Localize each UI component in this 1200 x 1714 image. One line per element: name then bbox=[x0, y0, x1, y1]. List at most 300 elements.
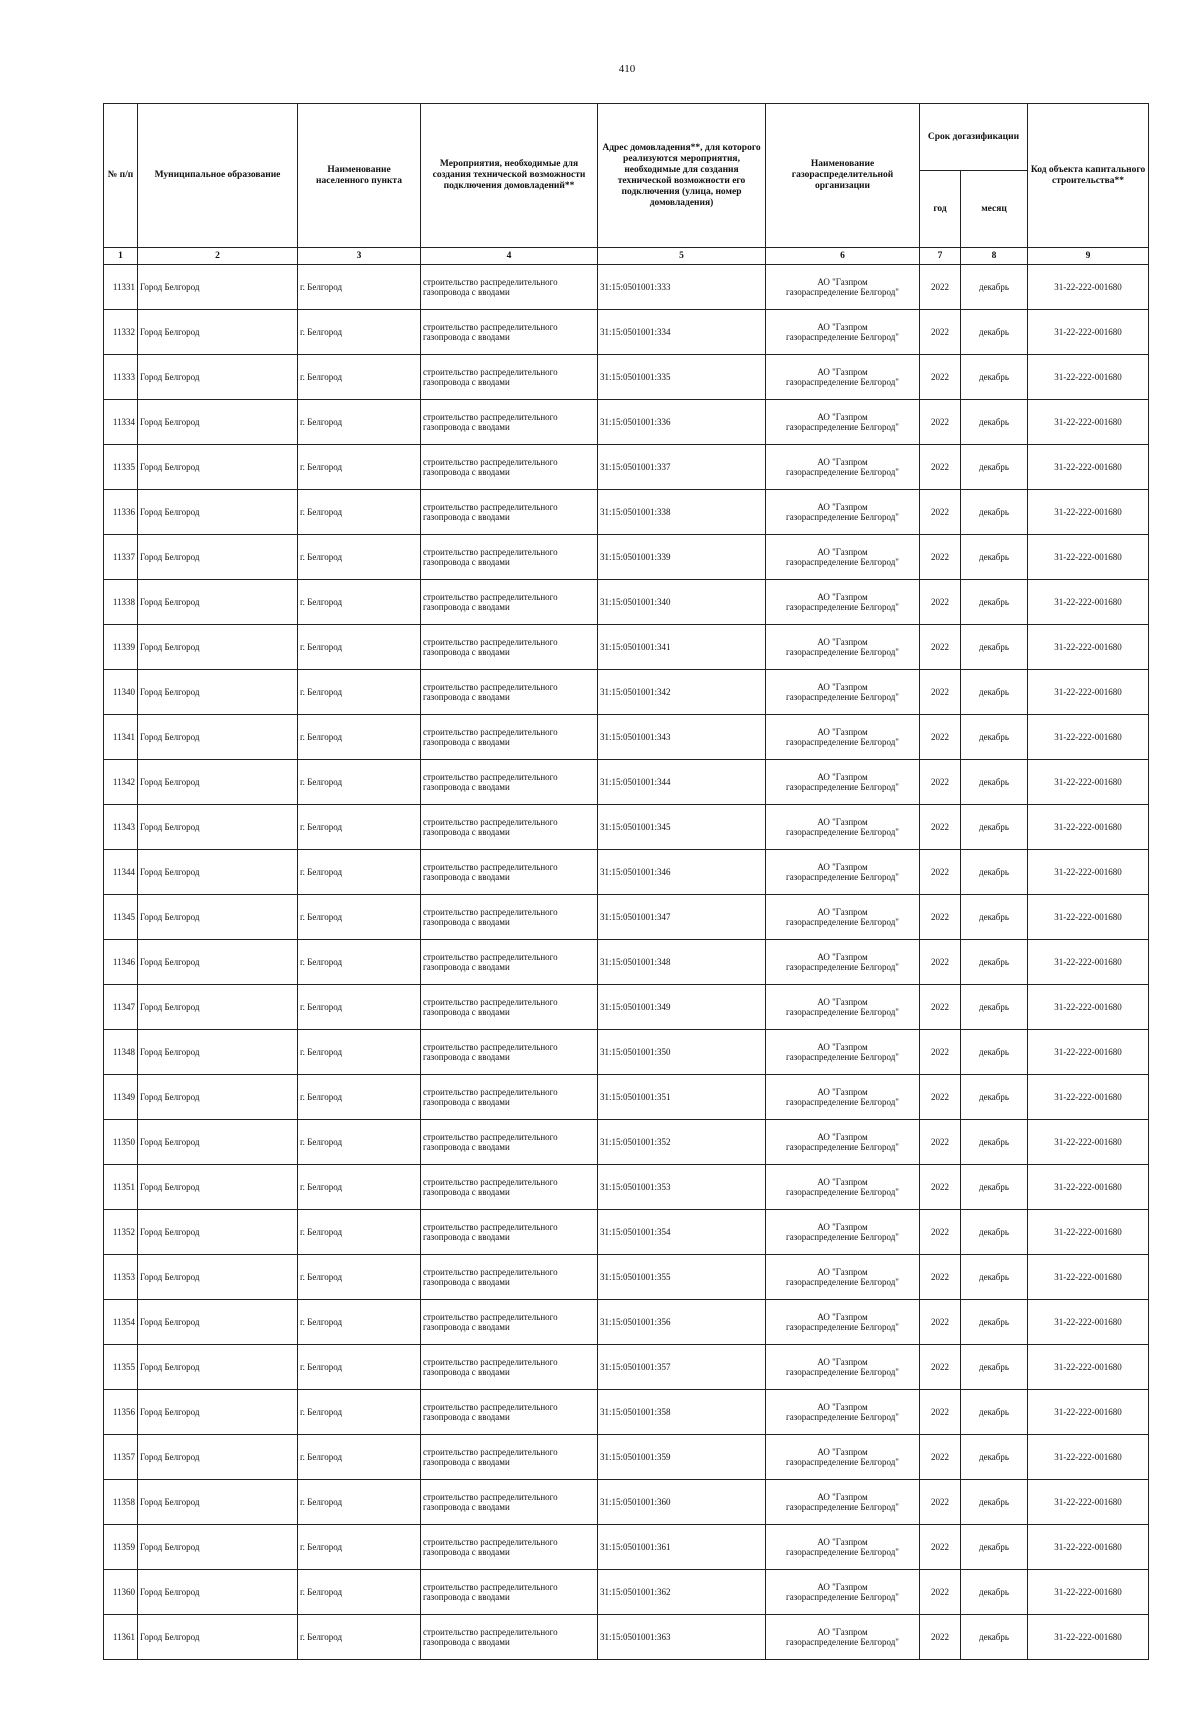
cell-year: 2022 bbox=[920, 1435, 961, 1480]
cell-municipality: Город Белгород bbox=[138, 400, 298, 445]
cell-measure: строительство распределительного газопровода с вводами bbox=[421, 580, 598, 625]
cell-month: декабрь bbox=[961, 850, 1028, 895]
cell-code: 31-22-222-001680 bbox=[1028, 1120, 1149, 1165]
cell-num: 11361 bbox=[104, 1615, 138, 1660]
org-line-2: газораспределение Белгород" bbox=[786, 1052, 899, 1062]
header-municipality: Муниципальное образование bbox=[138, 104, 298, 248]
org-line-1: АО "Газпром bbox=[817, 1311, 868, 1322]
cell-municipality: Город Белгород bbox=[138, 1255, 298, 1300]
cell-year: 2022 bbox=[920, 715, 961, 760]
cell-municipality: Город Белгород bbox=[138, 760, 298, 805]
table-row bbox=[104, 670, 1149, 715]
header-code: Код объекта капитального строительства** bbox=[1028, 104, 1149, 248]
cell-measure: строительство распределительного газопровода с вводами bbox=[421, 1390, 598, 1435]
cell-num: 11344 bbox=[104, 850, 138, 895]
cell-municipality: Город Белгород bbox=[138, 625, 298, 670]
cell-address: 31:15:0501001:354 bbox=[598, 1210, 766, 1255]
cell-settlement: г. Белгород bbox=[298, 1390, 421, 1435]
cell-month: декабрь bbox=[961, 985, 1028, 1030]
cell-settlement: г. Белгород bbox=[298, 850, 421, 895]
cell-num: 11347 bbox=[104, 985, 138, 1030]
cell-month: декабрь bbox=[961, 940, 1028, 985]
cell-org bbox=[766, 1615, 920, 1660]
table-row bbox=[104, 1345, 1149, 1390]
cell-num: 11355 bbox=[104, 1345, 138, 1390]
org-line-2: газораспределение Белгород" bbox=[786, 737, 899, 747]
cell-settlement: г. Белгород bbox=[298, 1525, 421, 1570]
cell-address: 31:15:0501001:336 bbox=[598, 400, 766, 445]
cell-settlement: г. Белгород bbox=[298, 940, 421, 985]
org-line-2: газораспределение Белгород" bbox=[786, 647, 899, 657]
cell-code: 31-22-222-001680 bbox=[1028, 535, 1149, 580]
cell-org bbox=[766, 580, 920, 625]
cell-month: декабрь bbox=[961, 1165, 1028, 1210]
cell-municipality: Город Белгород bbox=[138, 1030, 298, 1075]
cell-org bbox=[766, 400, 920, 445]
cell-num: 11337 bbox=[104, 535, 138, 580]
table-row bbox=[104, 1210, 1149, 1255]
cell-org bbox=[766, 355, 920, 400]
cell-settlement: г. Белгород bbox=[298, 625, 421, 670]
cell-settlement: г. Белгород bbox=[298, 895, 421, 940]
cell-org bbox=[766, 265, 920, 310]
cell-year: 2022 bbox=[920, 1570, 961, 1615]
org-line-2: газораспределение Белгород" bbox=[786, 1232, 899, 1242]
cell-settlement: г. Белгород bbox=[298, 760, 421, 805]
cell-month: декабрь bbox=[961, 1435, 1028, 1480]
cell-year: 2022 bbox=[920, 490, 961, 535]
org-line-2: газораспределение Белгород" bbox=[786, 332, 899, 342]
cell-month: декабрь bbox=[961, 1300, 1028, 1345]
cell-org bbox=[766, 715, 920, 760]
cell-num: 11343 bbox=[104, 805, 138, 850]
cell-measure: строительство распределительного газопровода с вводами bbox=[421, 940, 598, 985]
cell-month: декабрь bbox=[961, 310, 1028, 355]
cell-address: 31:15:0501001:359 bbox=[598, 1435, 766, 1480]
cell-year: 2022 bbox=[920, 310, 961, 355]
cell-num: 11359 bbox=[104, 1525, 138, 1570]
cell-measure: строительство распределительного газопровода с вводами bbox=[421, 1300, 598, 1345]
table-row bbox=[104, 580, 1149, 625]
cell-measure: строительство распределительного газопровода с вводами bbox=[421, 1210, 598, 1255]
cell-year: 2022 bbox=[920, 1525, 961, 1570]
cell-address: 31:15:0501001:340 bbox=[598, 580, 766, 625]
cell-settlement: г. Белгород bbox=[298, 535, 421, 580]
cell-month: декабрь bbox=[961, 1570, 1028, 1615]
cell-municipality: Город Белгород bbox=[138, 355, 298, 400]
org-line-1: АО "Газпром bbox=[817, 906, 868, 917]
org-line-1: АО "Газпром bbox=[817, 1221, 868, 1232]
cell-num: 11352 bbox=[104, 1210, 138, 1255]
table-row bbox=[104, 1075, 1149, 1120]
table-row bbox=[104, 400, 1149, 445]
cell-address: 31:15:0501001:333 bbox=[598, 265, 766, 310]
cell-num: 11338 bbox=[104, 580, 138, 625]
cell-org bbox=[766, 1030, 920, 1075]
table-row bbox=[104, 1480, 1149, 1525]
org-line-2: газораспределение Белгород" bbox=[786, 962, 899, 972]
cell-address: 31:15:0501001:360 bbox=[598, 1480, 766, 1525]
cell-code: 31-22-222-001680 bbox=[1028, 310, 1149, 355]
cell-org bbox=[766, 490, 920, 535]
cell-year: 2022 bbox=[920, 445, 961, 490]
cell-address: 31:15:0501001:357 bbox=[598, 1345, 766, 1390]
cell-month: декабрь bbox=[961, 400, 1028, 445]
cell-year: 2022 bbox=[920, 400, 961, 445]
cell-year: 2022 bbox=[920, 670, 961, 715]
table-row bbox=[104, 1120, 1149, 1165]
cell-measure: строительство распределительного газопровода с вводами bbox=[421, 1255, 598, 1300]
cell-municipality: Город Белгород bbox=[138, 805, 298, 850]
org-line-2: газораспределение Белгород" bbox=[786, 1367, 899, 1377]
cell-code: 31-22-222-001680 bbox=[1028, 1525, 1149, 1570]
table-row bbox=[104, 535, 1149, 580]
table-row bbox=[104, 1300, 1149, 1345]
table-row bbox=[104, 490, 1149, 535]
column-number: 4 bbox=[421, 248, 598, 265]
cell-num: 11351 bbox=[104, 1165, 138, 1210]
header-term: Срок догазификации bbox=[920, 104, 1028, 171]
cell-settlement: г. Белгород bbox=[298, 805, 421, 850]
org-line-1: АО "Газпром bbox=[817, 1401, 868, 1412]
cell-num: 11358 bbox=[104, 1480, 138, 1525]
cell-code: 31-22-222-001680 bbox=[1028, 850, 1149, 895]
cell-measure: строительство распределительного газопровода с вводами bbox=[421, 625, 598, 670]
org-line-1: АО "Газпром bbox=[817, 1626, 868, 1637]
cell-municipality: Город Белгород bbox=[138, 265, 298, 310]
cell-month: декабрь bbox=[961, 1255, 1028, 1300]
cell-code: 31-22-222-001680 bbox=[1028, 1165, 1149, 1210]
cell-org bbox=[766, 1390, 920, 1435]
cell-code: 31-22-222-001680 bbox=[1028, 1480, 1149, 1525]
org-line-1: АО "Газпром bbox=[817, 771, 868, 782]
table-header bbox=[104, 104, 1149, 265]
cell-month: декабрь bbox=[961, 265, 1028, 310]
cell-num: 11336 bbox=[104, 490, 138, 535]
cell-month: декабрь bbox=[961, 1120, 1028, 1165]
cell-code: 31-22-222-001680 bbox=[1028, 625, 1149, 670]
cell-org bbox=[766, 1165, 920, 1210]
org-line-2: газораспределение Белгород" bbox=[786, 827, 899, 837]
cell-measure: строительство распределительного газопровода с вводами bbox=[421, 1570, 598, 1615]
cell-settlement: г. Белгород bbox=[298, 1165, 421, 1210]
cell-municipality: Город Белгород bbox=[138, 1435, 298, 1480]
cell-measure: строительство распределительного газопровода с вводами bbox=[421, 1435, 598, 1480]
cell-settlement: г. Белгород bbox=[298, 400, 421, 445]
cell-measure: строительство распределительного газопровода с вводами bbox=[421, 850, 598, 895]
cell-settlement: г. Белгород bbox=[298, 490, 421, 535]
cell-num: 11354 bbox=[104, 1300, 138, 1345]
column-number: 6 bbox=[766, 248, 920, 265]
cell-year: 2022 bbox=[920, 760, 961, 805]
cell-org bbox=[766, 985, 920, 1030]
cell-municipality: Город Белгород bbox=[138, 1345, 298, 1390]
cell-year: 2022 bbox=[920, 1615, 961, 1660]
org-line-2: газораспределение Белгород" bbox=[786, 467, 899, 477]
cell-year: 2022 bbox=[920, 1255, 961, 1300]
cell-measure: строительство распределительного газопровода с вводами bbox=[421, 1075, 598, 1120]
cell-year: 2022 bbox=[920, 625, 961, 670]
cell-num: 11350 bbox=[104, 1120, 138, 1165]
cell-year: 2022 bbox=[920, 1120, 961, 1165]
cell-year: 2022 bbox=[920, 805, 961, 850]
cell-num: 11357 bbox=[104, 1435, 138, 1480]
cell-measure: строительство распределительного газопровода с вводами bbox=[421, 400, 598, 445]
org-line-1: АО "Газпром bbox=[817, 411, 868, 422]
table-row bbox=[104, 1570, 1149, 1615]
cell-settlement: г. Белгород bbox=[298, 1210, 421, 1255]
table-row bbox=[104, 1165, 1149, 1210]
cell-month: декабрь bbox=[961, 805, 1028, 850]
cell-code: 31-22-222-001680 bbox=[1028, 1255, 1149, 1300]
cell-org bbox=[766, 1345, 920, 1390]
cell-org bbox=[766, 1120, 920, 1165]
cell-settlement: г. Белгород bbox=[298, 985, 421, 1030]
column-number: 7 bbox=[920, 248, 961, 265]
org-line-1: АО "Газпром bbox=[817, 1446, 868, 1457]
table-row bbox=[104, 715, 1149, 760]
table-row bbox=[104, 850, 1149, 895]
cell-num: 11332 bbox=[104, 310, 138, 355]
cell-org bbox=[766, 310, 920, 355]
column-number: 5 bbox=[598, 248, 766, 265]
header-measures: Мероприятия, необходимые для создания технической возможности подключения домовладений** bbox=[421, 104, 598, 248]
cell-month: декабрь bbox=[961, 670, 1028, 715]
cell-address: 31:15:0501001:361 bbox=[598, 1525, 766, 1570]
table-row bbox=[104, 310, 1149, 355]
cell-municipality: Город Белгород bbox=[138, 1570, 298, 1615]
cell-municipality: Город Белгород bbox=[138, 850, 298, 895]
org-line-2: газораспределение Белгород" bbox=[786, 1592, 899, 1602]
cell-org bbox=[766, 670, 920, 715]
cell-num: 11360 bbox=[104, 1570, 138, 1615]
cell-address: 31:15:0501001:353 bbox=[598, 1165, 766, 1210]
cell-settlement: г. Белгород bbox=[298, 1255, 421, 1300]
cell-num: 11342 bbox=[104, 760, 138, 805]
cell-measure: строительство распределительного газопровода с вводами bbox=[421, 985, 598, 1030]
cell-month: декабрь bbox=[961, 625, 1028, 670]
cell-address: 31:15:0501001:334 bbox=[598, 310, 766, 355]
org-line-1: АО "Газпром bbox=[817, 321, 868, 332]
org-line-1: АО "Газпром bbox=[817, 1356, 868, 1367]
cell-code: 31-22-222-001680 bbox=[1028, 760, 1149, 805]
org-line-1: АО "Газпром bbox=[817, 951, 868, 962]
cell-address: 31:15:0501001:362 bbox=[598, 1570, 766, 1615]
cell-code: 31-22-222-001680 bbox=[1028, 1075, 1149, 1120]
cell-municipality: Город Белгород bbox=[138, 1300, 298, 1345]
cell-municipality: Город Белгород bbox=[138, 1525, 298, 1570]
cell-address: 31:15:0501001:356 bbox=[598, 1300, 766, 1345]
cell-settlement: г. Белгород bbox=[298, 310, 421, 355]
cell-org bbox=[766, 1480, 920, 1525]
org-line-2: газораспределение Белгород" bbox=[786, 512, 899, 522]
cell-year: 2022 bbox=[920, 1165, 961, 1210]
cell-code: 31-22-222-001680 bbox=[1028, 940, 1149, 985]
table-row bbox=[104, 1030, 1149, 1075]
cell-municipality: Город Белгород bbox=[138, 1120, 298, 1165]
cell-month: декабрь bbox=[961, 760, 1028, 805]
cell-municipality: Город Белгород bbox=[138, 1615, 298, 1660]
cell-code: 31-22-222-001680 bbox=[1028, 490, 1149, 535]
org-line-2: газораспределение Белгород" bbox=[786, 1322, 899, 1332]
cell-measure: строительство распределительного газопровода с вводами bbox=[421, 1480, 598, 1525]
cell-settlement: г. Белгород bbox=[298, 670, 421, 715]
org-line-1: АО "Газпром bbox=[817, 1536, 868, 1547]
org-line-1: АО "Газпром bbox=[817, 591, 868, 602]
cell-year: 2022 bbox=[920, 1075, 961, 1120]
cell-measure: строительство распределительного газопровода с вводами bbox=[421, 895, 598, 940]
org-line-1: АО "Газпром bbox=[817, 1491, 868, 1502]
cell-org bbox=[766, 1435, 920, 1480]
cell-year: 2022 bbox=[920, 1300, 961, 1345]
cell-measure: строительство распределительного газопровода с вводами bbox=[421, 1120, 598, 1165]
cell-org bbox=[766, 940, 920, 985]
cell-num: 11340 bbox=[104, 670, 138, 715]
cell-measure: строительство распределительного газопровода с вводами bbox=[421, 310, 598, 355]
cell-code: 31-22-222-001680 bbox=[1028, 985, 1149, 1030]
cell-month: декабрь bbox=[961, 1030, 1028, 1075]
cell-measure: строительство распределительного газопровода с вводами bbox=[421, 1615, 598, 1660]
cell-measure: строительство распределительного газопровода с вводами bbox=[421, 805, 598, 850]
cell-org bbox=[766, 760, 920, 805]
page-number: 410 bbox=[618, 63, 636, 75]
cell-num: 11346 bbox=[104, 940, 138, 985]
org-line-2: газораспределение Белгород" bbox=[786, 782, 899, 792]
org-line-2: газораспределение Белгород" bbox=[786, 557, 899, 567]
header-address: Адрес домовладения**, для которого реализуются мероприятия, необходимые для создания технической возможности его подключения (улица, номер домовладения) bbox=[598, 104, 766, 248]
cell-year: 2022 bbox=[920, 940, 961, 985]
cell-code: 31-22-222-001680 bbox=[1028, 715, 1149, 760]
org-line-2: газораспределение Белгород" bbox=[786, 1502, 899, 1512]
cell-month: декабрь bbox=[961, 715, 1028, 760]
cell-address: 31:15:0501001:341 bbox=[598, 625, 766, 670]
cell-num: 11333 bbox=[104, 355, 138, 400]
cell-address: 31:15:0501001:349 bbox=[598, 985, 766, 1030]
table-row bbox=[104, 1525, 1149, 1570]
cell-address: 31:15:0501001:335 bbox=[598, 355, 766, 400]
org-line-1: АО "Газпром bbox=[817, 1086, 868, 1097]
cell-address: 31:15:0501001:343 bbox=[598, 715, 766, 760]
gasification-table bbox=[103, 103, 1149, 1660]
cell-municipality: Город Белгород bbox=[138, 310, 298, 355]
cell-measure: строительство распределительного газопровода с вводами bbox=[421, 445, 598, 490]
cell-code: 31-22-222-001680 bbox=[1028, 895, 1149, 940]
cell-address: 31:15:0501001:347 bbox=[598, 895, 766, 940]
cell-month: декабрь bbox=[961, 355, 1028, 400]
table-row bbox=[104, 355, 1149, 400]
cell-municipality: Город Белгород bbox=[138, 1480, 298, 1525]
org-line-2: газораспределение Белгород" bbox=[786, 1277, 899, 1287]
cell-code: 31-22-222-001680 bbox=[1028, 580, 1149, 625]
cell-settlement: г. Белгород bbox=[298, 580, 421, 625]
org-line-2: газораспределение Белгород" bbox=[786, 1142, 899, 1152]
cell-year: 2022 bbox=[920, 850, 961, 895]
cell-org bbox=[766, 1570, 920, 1615]
cell-num: 11341 bbox=[104, 715, 138, 760]
cell-year: 2022 bbox=[920, 355, 961, 400]
cell-measure: строительство распределительного газопровода с вводами bbox=[421, 1165, 598, 1210]
cell-code: 31-22-222-001680 bbox=[1028, 1435, 1149, 1480]
cell-month: декабрь bbox=[961, 1480, 1028, 1525]
org-line-1: АО "Газпром bbox=[817, 501, 868, 512]
org-line-2: газораспределение Белгород" bbox=[786, 1637, 899, 1647]
org-line-2: газораспределение Белгород" bbox=[786, 872, 899, 882]
cell-org bbox=[766, 895, 920, 940]
cell-address: 31:15:0501001:346 bbox=[598, 850, 766, 895]
cell-settlement: г. Белгород bbox=[298, 1570, 421, 1615]
org-line-2: газораспределение Белгород" bbox=[786, 422, 899, 432]
cell-month: декабрь bbox=[961, 445, 1028, 490]
cell-code: 31-22-222-001680 bbox=[1028, 445, 1149, 490]
table-row bbox=[104, 445, 1149, 490]
cell-measure: строительство распределительного газопровода с вводами bbox=[421, 670, 598, 715]
cell-municipality: Город Белгород bbox=[138, 895, 298, 940]
cell-municipality: Город Белгород bbox=[138, 985, 298, 1030]
cell-year: 2022 bbox=[920, 1390, 961, 1435]
cell-municipality: Город Белгород bbox=[138, 1390, 298, 1435]
cell-year: 2022 bbox=[920, 1210, 961, 1255]
table-row bbox=[104, 895, 1149, 940]
cell-code: 31-22-222-001680 bbox=[1028, 1030, 1149, 1075]
cell-code: 31-22-222-001680 bbox=[1028, 1300, 1149, 1345]
cell-settlement: г. Белгород bbox=[298, 715, 421, 760]
cell-settlement: г. Белгород bbox=[298, 1345, 421, 1390]
cell-year: 2022 bbox=[920, 1030, 961, 1075]
cell-month: декабрь bbox=[961, 580, 1028, 625]
cell-address: 31:15:0501001:338 bbox=[598, 490, 766, 535]
cell-num: 11345 bbox=[104, 895, 138, 940]
org-line-1: АО "Газпром bbox=[817, 996, 868, 1007]
cell-municipality: Город Белгород bbox=[138, 445, 298, 490]
cell-measure: строительство распределительного газопровода с вводами bbox=[421, 1030, 598, 1075]
cell-month: декабрь bbox=[961, 1075, 1028, 1120]
cell-org bbox=[766, 805, 920, 850]
table-row bbox=[104, 940, 1149, 985]
cell-measure: строительство распределительного газопровода с вводами bbox=[421, 715, 598, 760]
column-number: 8 bbox=[961, 248, 1028, 265]
org-line-1: АО "Газпром bbox=[817, 726, 868, 737]
cell-settlement: г. Белгород bbox=[298, 1435, 421, 1480]
column-number: 3 bbox=[298, 248, 421, 265]
cell-address: 31:15:0501001:350 bbox=[598, 1030, 766, 1075]
cell-year: 2022 bbox=[920, 1345, 961, 1390]
header-year: год bbox=[920, 171, 961, 248]
cell-month: декабрь bbox=[961, 535, 1028, 580]
cell-code: 31-22-222-001680 bbox=[1028, 670, 1149, 715]
cell-year: 2022 bbox=[920, 535, 961, 580]
org-line-2: газораспределение Белгород" bbox=[786, 1412, 899, 1422]
cell-code: 31-22-222-001680 bbox=[1028, 265, 1149, 310]
org-line-1: АО "Газпром bbox=[817, 636, 868, 647]
cell-settlement: г. Белгород bbox=[298, 1075, 421, 1120]
org-line-1: АО "Газпром bbox=[817, 1041, 868, 1052]
org-line-1: АО "Газпром bbox=[817, 861, 868, 872]
cell-measure: строительство распределительного газопровода с вводами bbox=[421, 490, 598, 535]
cell-month: декабрь bbox=[961, 895, 1028, 940]
org-line-1: АО "Газпром bbox=[817, 1581, 868, 1592]
cell-num: 11335 bbox=[104, 445, 138, 490]
cell-settlement: г. Белгород bbox=[298, 1300, 421, 1345]
cell-org bbox=[766, 1300, 920, 1345]
cell-month: декабрь bbox=[961, 1525, 1028, 1570]
cell-municipality: Город Белгород bbox=[138, 490, 298, 535]
cell-num: 11348 bbox=[104, 1030, 138, 1075]
cell-address: 31:15:0501001:348 bbox=[598, 940, 766, 985]
cell-year: 2022 bbox=[920, 580, 961, 625]
cell-measure: строительство распределительного газопровода с вводами bbox=[421, 265, 598, 310]
cell-address: 31:15:0501001:358 bbox=[598, 1390, 766, 1435]
cell-address: 31:15:0501001:337 bbox=[598, 445, 766, 490]
